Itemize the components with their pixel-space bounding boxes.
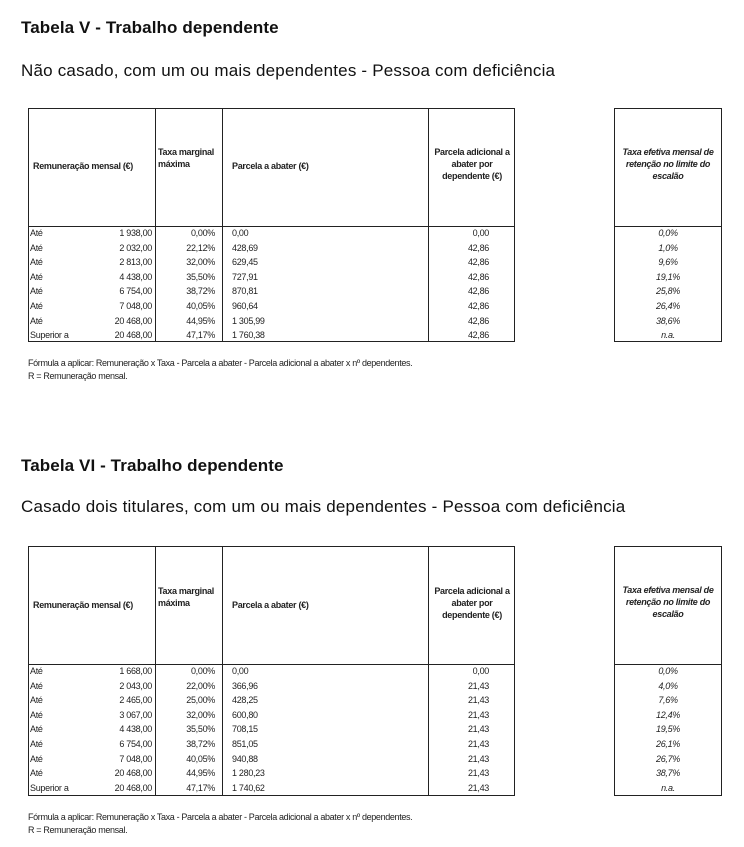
cell-adicional: 42,86 xyxy=(467,257,489,268)
table-row xyxy=(29,680,514,695)
table-row xyxy=(29,227,514,242)
effective-row xyxy=(615,665,721,680)
cell-parcela: 851,05 xyxy=(232,738,258,749)
tabela-v-title: Tabela V - Trabalho dependente xyxy=(21,18,279,37)
cell-efetiva: 19,5% xyxy=(655,724,681,735)
header-taxa: Taxa marginal máxima xyxy=(158,586,214,608)
cell-parcela: 428,69 xyxy=(232,242,258,253)
cell-remuneracao: 4 438,00 xyxy=(119,724,152,735)
tabela-v-table xyxy=(28,108,515,342)
cell-remuneracao: 6 754,00 xyxy=(119,286,152,297)
effective-row xyxy=(615,329,721,344)
effective-row xyxy=(615,256,721,271)
effective-row xyxy=(615,709,721,724)
tabela-v-subtitle: Não casado, com um ou mais dependentes - Pessoa com deficiência xyxy=(21,61,556,80)
cell-adicional: 21,43 xyxy=(467,738,489,749)
cell-remuneracao: 6 754,00 xyxy=(119,738,152,749)
cell-efetiva: 1,0% xyxy=(658,242,678,253)
cell-efetiva: 38,6% xyxy=(655,315,681,326)
cell-efetiva: 7,6% xyxy=(658,695,678,706)
cell-remuneracao: 7 048,00 xyxy=(119,753,152,764)
cell-adicional: 21,43 xyxy=(467,753,489,764)
cell-remuneracao: 1 668,00 xyxy=(119,666,152,676)
table-row xyxy=(29,329,514,344)
header-remuneracao: Remuneração mensal (€) xyxy=(33,161,133,171)
cell-efetiva: 12,4% xyxy=(655,709,681,720)
table-row xyxy=(29,767,514,782)
cell-parcela: 708,15 xyxy=(232,724,258,735)
tabela-vi-table xyxy=(28,546,515,796)
cell-remuneracao: 2 813,00 xyxy=(119,257,152,268)
header-taxa: Taxa marginal máxima xyxy=(158,147,214,169)
row-prefix: Até xyxy=(30,768,43,779)
table-row xyxy=(29,753,514,768)
cell-adicional: 0,00 xyxy=(472,666,489,676)
effective-row xyxy=(615,315,721,330)
row-prefix: Superior a xyxy=(30,782,69,793)
tabela-vi-notes xyxy=(28,811,412,837)
row-prefix: Até xyxy=(30,724,43,735)
cell-adicional: 0,00 xyxy=(472,228,489,238)
header-parcela: Parcela a abater (€) xyxy=(232,161,309,171)
cell-remuneracao: 20 468,00 xyxy=(114,782,152,793)
cell-remuneracao: 20 468,00 xyxy=(114,330,152,341)
cell-efetiva: 25,8% xyxy=(655,286,681,297)
row-prefix: Até xyxy=(30,695,43,706)
cell-adicional: 21,43 xyxy=(467,695,489,706)
row-prefix: Até xyxy=(30,680,43,691)
formula-note: Fórmula a aplicar: Remuneração x Taxa - Parcela a abater - Parcela adicional a abater x nº dependentes. xyxy=(28,358,413,368)
effective-row xyxy=(615,242,721,257)
table-header xyxy=(29,109,514,227)
row-prefix: Até xyxy=(30,738,43,749)
table-row xyxy=(29,256,514,271)
cell-parcela: 0,00 xyxy=(232,666,249,676)
row-prefix: Até xyxy=(30,315,43,326)
cell-parcela: 960,64 xyxy=(232,300,258,311)
table-row xyxy=(29,665,514,680)
cell-parcela: 428,25 xyxy=(232,695,258,706)
cell-remuneracao: 1 938,00 xyxy=(119,228,152,238)
cell-parcela: 940,88 xyxy=(232,753,258,764)
cell-adicional: 21,43 xyxy=(467,768,489,779)
cell-parcela: 727,91 xyxy=(232,271,258,282)
table-row xyxy=(29,300,514,315)
cell-adicional: 42,86 xyxy=(467,330,489,341)
effective-body xyxy=(615,665,721,796)
cell-adicional: 21,43 xyxy=(467,782,489,793)
cell-efetiva: 38,7% xyxy=(655,768,681,779)
cell-remuneracao: 2 032,00 xyxy=(119,242,152,253)
effective-row xyxy=(615,738,721,753)
header-adicional: Parcela adicional a abater por dependente (€) xyxy=(434,586,510,620)
tabela-vi-effective-table xyxy=(614,546,722,796)
effective-row xyxy=(615,782,721,797)
cell-adicional: 42,86 xyxy=(467,315,489,326)
table-row xyxy=(29,723,514,738)
cell-efetiva: 26,1% xyxy=(655,738,681,749)
effective-row xyxy=(615,285,721,300)
cell-remuneracao: 20 468,00 xyxy=(114,315,152,326)
header-adicional: Parcela adicional a abater por dependente (€) xyxy=(434,147,510,181)
cell-efetiva: 19,1% xyxy=(655,271,681,282)
cell-parcela: 366,96 xyxy=(232,680,258,691)
table-row xyxy=(29,285,514,300)
row-prefix: Superior a xyxy=(30,330,69,341)
row-prefix: Até xyxy=(30,709,43,720)
cell-taxa: 0,00% xyxy=(190,228,215,238)
cell-taxa: 40,05% xyxy=(186,300,215,311)
cell-taxa: 35,50% xyxy=(186,271,215,282)
cell-efetiva: 0,0% xyxy=(658,666,678,676)
tabela-v-effective-table xyxy=(614,108,722,342)
table-row xyxy=(29,694,514,709)
row-prefix: Até xyxy=(30,257,43,268)
cell-taxa: 22,00% xyxy=(186,680,215,691)
table-row xyxy=(29,271,514,286)
effective-header xyxy=(615,109,721,227)
effective-row xyxy=(615,723,721,738)
cell-parcela: 1 305,99 xyxy=(232,315,265,326)
row-prefix: Até xyxy=(30,228,43,238)
header-remuneracao: Remuneração mensal (€) xyxy=(33,600,133,610)
cell-parcela: 600,80 xyxy=(232,709,258,720)
cell-taxa: 47,17% xyxy=(186,782,215,793)
cell-taxa: 44,95% xyxy=(186,768,215,779)
table-row xyxy=(29,782,514,797)
cell-parcela: 629,45 xyxy=(232,257,258,268)
table-body xyxy=(29,227,514,344)
cell-taxa: 40,05% xyxy=(186,753,215,764)
r-note: R = Remuneração mensal. xyxy=(28,825,128,835)
cell-remuneracao: 4 438,00 xyxy=(119,271,152,282)
cell-taxa: 0,00% xyxy=(190,666,215,676)
effective-row xyxy=(615,300,721,315)
cell-efetiva: 26,4% xyxy=(655,300,681,311)
effective-row xyxy=(615,227,721,242)
cell-adicional: 21,43 xyxy=(467,724,489,735)
row-prefix: Até xyxy=(30,286,43,297)
table-body xyxy=(29,665,514,796)
effective-header xyxy=(615,547,721,665)
cell-efetiva: 4,0% xyxy=(658,680,678,691)
cell-adicional: 21,43 xyxy=(467,709,489,720)
cell-parcela: 1 280,23 xyxy=(232,768,265,779)
effective-body xyxy=(615,227,721,344)
cell-parcela: 870,81 xyxy=(232,286,258,297)
cell-efetiva: 0,0% xyxy=(658,228,678,238)
tabela-v-notes xyxy=(28,357,412,383)
row-prefix: Até xyxy=(30,242,43,253)
cell-efetiva: 9,6% xyxy=(658,257,678,268)
cell-taxa: 38,72% xyxy=(186,738,215,749)
row-prefix: Até xyxy=(30,271,43,282)
cell-adicional: 42,86 xyxy=(467,242,489,253)
effective-row xyxy=(615,694,721,709)
cell-taxa: 44,95% xyxy=(186,315,215,326)
effective-row xyxy=(615,753,721,768)
cell-taxa: 35,50% xyxy=(186,724,215,735)
table-row xyxy=(29,738,514,753)
cell-taxa: 25,00% xyxy=(186,695,215,706)
cell-adicional: 42,86 xyxy=(467,271,489,282)
table-row xyxy=(29,315,514,330)
cell-efetiva: n.a. xyxy=(661,782,675,793)
tabela-vi-subtitle: Casado dois titulares, com um ou mais dependentes - Pessoa com deficiência xyxy=(21,497,626,516)
cell-parcela: 1 760,38 xyxy=(232,330,265,341)
table-row xyxy=(29,242,514,257)
cell-parcela: 1 740,62 xyxy=(232,782,265,793)
effective-row xyxy=(615,680,721,695)
header-efetiva: Taxa efetiva mensal de retenção no limite do escalão xyxy=(622,585,714,619)
cell-adicional: 42,86 xyxy=(467,300,489,311)
row-prefix: Até xyxy=(30,300,43,311)
cell-remuneracao: 2 043,00 xyxy=(119,680,152,691)
header-efetiva: Taxa efetiva mensal de retenção no limite do escalão xyxy=(622,147,714,181)
header-parcela: Parcela a abater (€) xyxy=(232,600,309,610)
row-prefix: Até xyxy=(30,753,43,764)
cell-taxa: 32,00% xyxy=(186,257,215,268)
effective-row xyxy=(615,767,721,782)
r-note: R = Remuneração mensal. xyxy=(28,371,128,381)
cell-taxa: 22,12% xyxy=(186,242,215,253)
cell-parcela: 0,00 xyxy=(232,228,249,238)
cell-remuneracao: 3 067,00 xyxy=(119,709,152,720)
cell-taxa: 47,17% xyxy=(186,330,215,341)
cell-taxa: 38,72% xyxy=(186,286,215,297)
cell-remuneracao: 20 468,00 xyxy=(114,768,152,779)
tabela-vi-title: Tabela VI - Trabalho dependente xyxy=(21,456,284,475)
cell-adicional: 21,43 xyxy=(467,680,489,691)
formula-note: Fórmula a aplicar: Remuneração x Taxa - Parcela a abater - Parcela adicional a abater x nº dependentes. xyxy=(28,812,413,822)
table-header xyxy=(29,547,514,665)
cell-remuneracao: 2 465,00 xyxy=(119,695,152,706)
effective-row xyxy=(615,271,721,286)
cell-adicional: 42,86 xyxy=(467,286,489,297)
table-row xyxy=(29,709,514,724)
cell-efetiva: n.a. xyxy=(661,330,675,341)
row-prefix: Até xyxy=(30,666,43,676)
cell-efetiva: 26,7% xyxy=(655,753,681,764)
cell-taxa: 32,00% xyxy=(186,709,215,720)
cell-remuneracao: 7 048,00 xyxy=(119,300,152,311)
